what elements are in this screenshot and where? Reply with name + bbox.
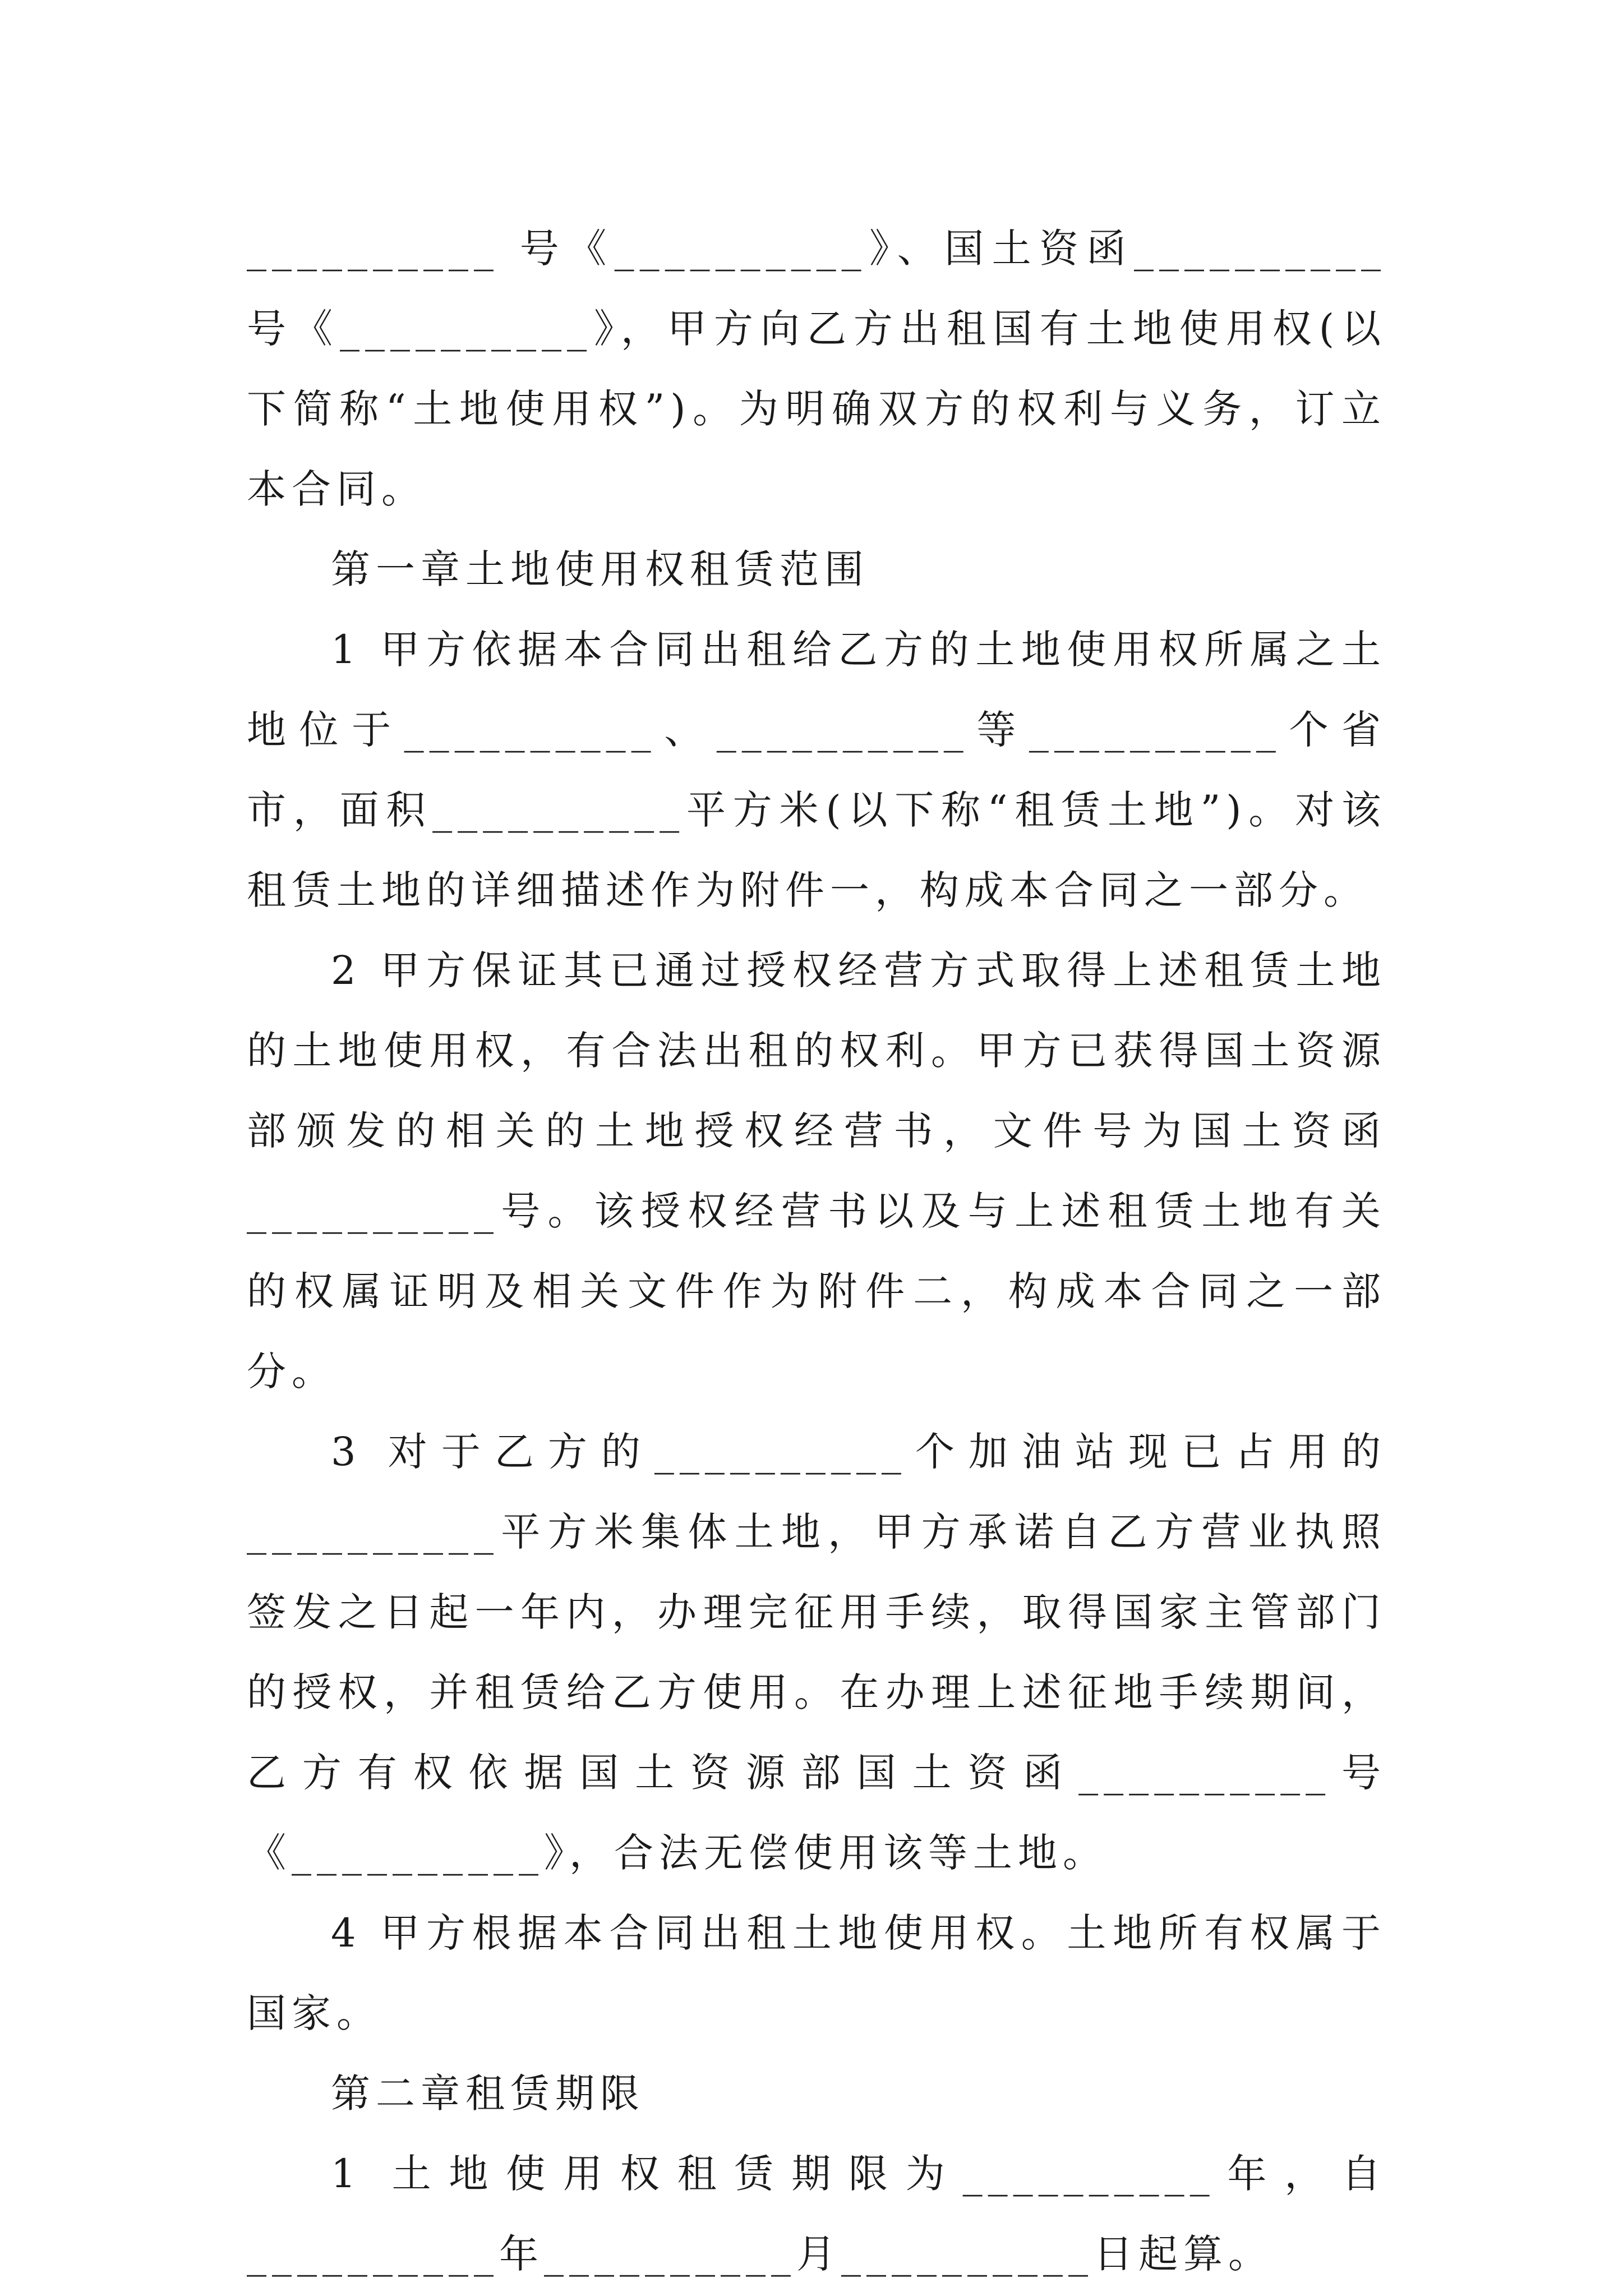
clause-1-2: 2 甲方保证其已通过授权经营方式取得上述租赁土地的土地使用权，有合法出租的权利。甲方已获得国土资源部颁发的相关的土地授权经营书，文件号为国土资函__________号。该授权经营书以及与上述租赁土地有关的权属证明及相关文件作为附件二，构成本合同之一部分。 [247,947,1386,1395]
clause-2-1: 1 土地使用权租赁期限为__________年，自__________年__________月__________日起算。 [247,2151,1386,2277]
chapter-heading-1: 第一章土地使用权租赁范围 [331,546,869,592]
contract-body [247,209,1386,2294]
intro-paragraph: __________ 号《__________》、国土资函__________号《__________》，甲方向乙方出租国有土地使用权(以下简称“土地使用权”)。为明确双方的权利与义务，订立本合同。 [247,226,1386,512]
clause-1-3: 3 对于乙方的__________个加油站现已占用的__________平方米集体土地，甲方承诺自乙方营业执照签发之日起一年内，办理完征用手续，取得国家主管部门的授权，并租赁给乙方使用。在办理上述征地手续期间，乙方有权依据国土资源部国土资函__________号《__________》，合法无偿使用该等土地。 [247,1429,1386,1876]
chapter-heading-2: 第二章租赁期限 [331,2070,645,2116]
clause-1-4: 4 甲方根据本合同出租土地使用权。土地所有权属于国家。 [247,1910,1386,2036]
clause-1-1: 1 甲方依据本合同出租给乙方的土地使用权所属之土地位于__________、__________等__________个省市，面积__________平方米(以下称“租赁土地”)。对该租赁土地的详细描述作为附件一，构成本合同之一部分。 [247,627,1386,913]
